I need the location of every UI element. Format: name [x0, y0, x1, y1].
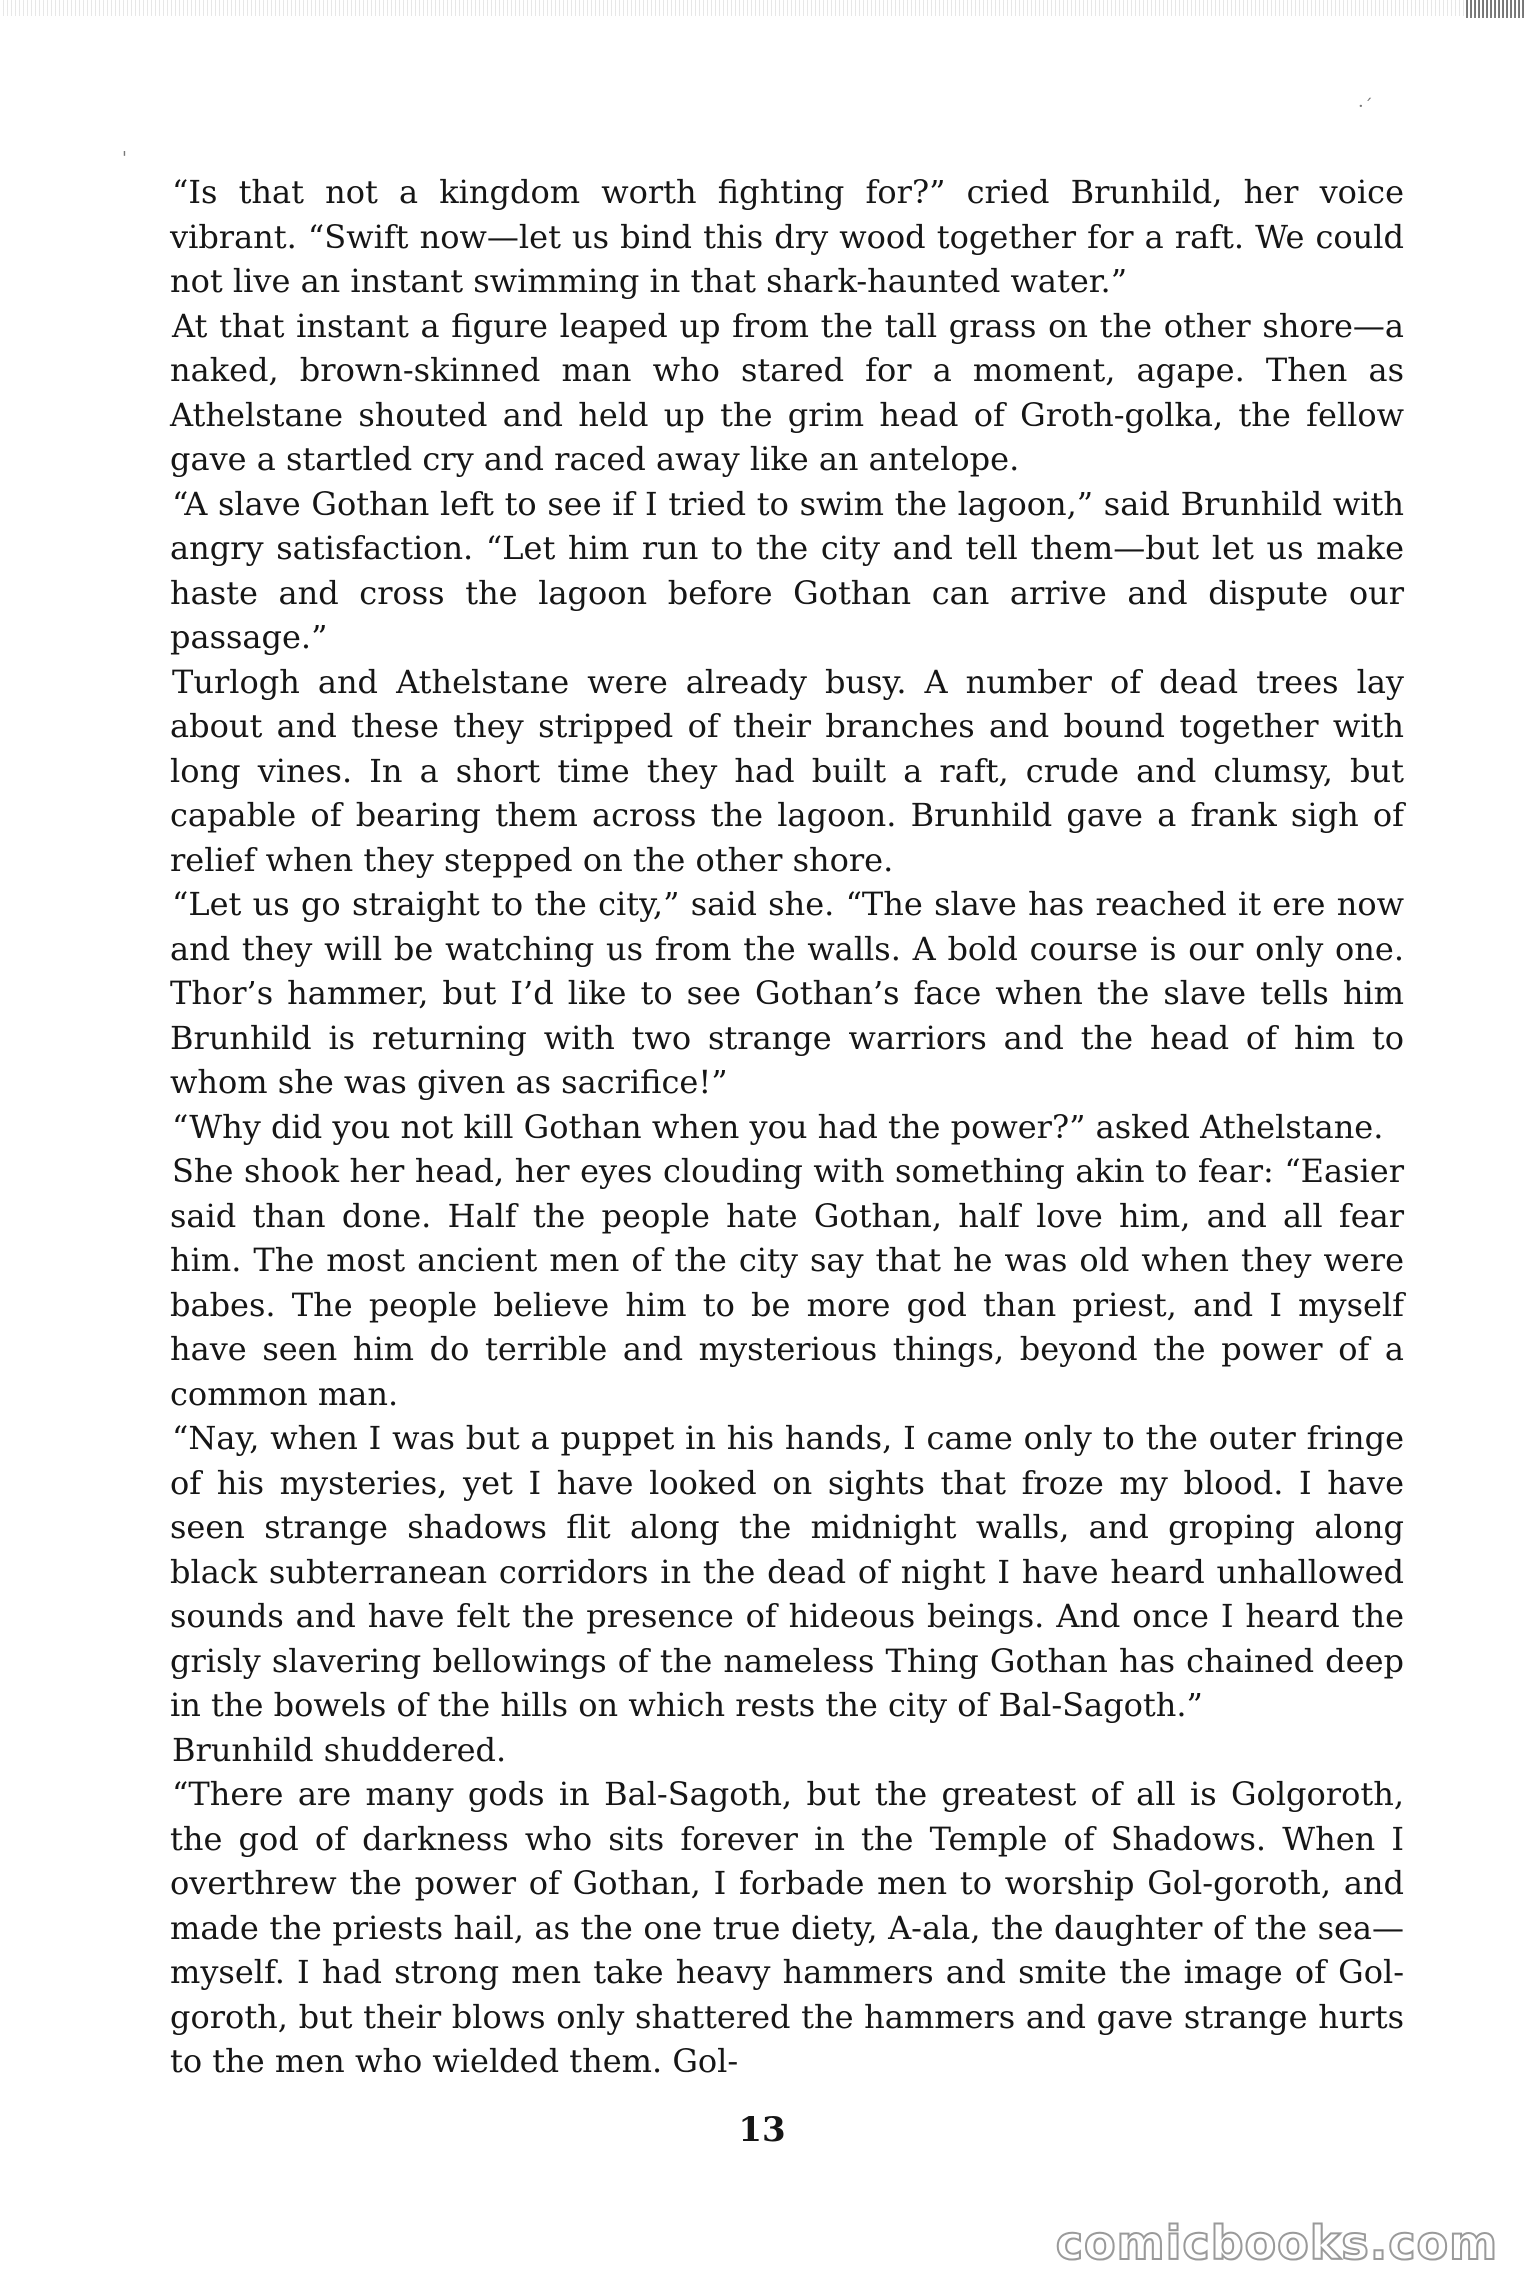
dust-speck: '	[122, 148, 127, 169]
paragraph: “Why did you not kill Gothan when you had the power?” asked Athelstane.	[172, 1107, 1384, 1146]
paragraph: Brunhild shuddered.	[172, 1730, 507, 1769]
paragraph: “Nay, when I was but a puppet in his hands, I came only to the outer fringe of his mysteries, yet I have looked on sights that froze my blood. I have seen strange shadows flit along the midnight walls, and groping along black subterranean corridors in the dead of night I have heard unhallowed sounds and have felt the presence of hideous beings. And once I heard the grisly slavering bellowings of the nameless Thing Gothan has chained deep in the bowels of the hills on which rests the city of Bal-Sagoth.”	[170, 1419, 1404, 1724]
paragraph: “Is that not a kingdom worth fighting for?” cried Brunhild, her voice vibrant. “Swift now—let us bind this dry wood together for a raft. We could not live an instant swimming in that shark-haunted water.”	[170, 173, 1404, 300]
paragraph: “There are many gods in Bal-Sagoth, but the greatest of all is Golgoroth, the god of darkness who sits forever in the Temple of Shadows. When I overthrew the power of Gothan, I forbade men to worship Gol-goroth, and made the priests hail, as the one true diety, A-ala, the daughter of the sea—myself. I had strong men take heavy hammers and smite the image of Gol-goroth, but their blows only shattered the hammers and gave strange hurts to the men who wielded them. Gol-	[170, 1775, 1404, 2080]
scan-edge-dark-artifact	[1464, 0, 1524, 18]
paragraph: “Let us go straight to the city,” said she. “The slave has reached it ere now and they will be watching us from the walls. A bold course is our only one. Thor’s hammer, but I’d like to see Gothan’s face when the slave tells him Brunhild is returning with two strange warriors and the head of him to whom she was given as sacrifice!”	[170, 885, 1404, 1101]
paragraph: “A slave Gothan left to see if I tried to swim the lagoon,” said Brunhild with angry satisfaction. “Let him run to the city and tell them—but let us make haste and cross the lagoon before Gothan can arrive and dispute our passage.”	[170, 484, 1404, 656]
page-number: 13	[738, 2110, 786, 2150]
dust-speck: ·´	[1358, 96, 1373, 117]
watermark-logo: comicbooks.com	[1055, 2216, 1498, 2270]
paragraph: Turlogh and Athelstane were already busy. A number of dead trees lay about and these they stripped of their branches and bound together with long vines. In a short time they had built a raft, crude and clumsy, but capable of bearing them across the lagoon. Brunhild gave a frank sigh of relief when they stepped on the other shore.	[170, 662, 1404, 879]
page-body	[170, 170, 1404, 2084]
scan-edge-artifact	[0, 0, 1524, 16]
paragraph: She shook her head, her eyes clouding with something akin to fear: “Easier said than done. Half the people hate Gothan, half love him, and all fear him. The most ancient men of the city say that he was old when they were babes. The people believe him to be more god than priest, and I myself have seen him do terrible and mysterious things, beyond the power of a common man.	[170, 1152, 1404, 1413]
paragraph: At that instant a figure leaped up from the tall grass on the other shore—a naked, brown-skinned man who stared for a moment, agape. Then as Athelstane shouted and held up the grim head of Groth-golka, the fellow gave a startled cry and raced away like an antelope.	[170, 306, 1404, 478]
